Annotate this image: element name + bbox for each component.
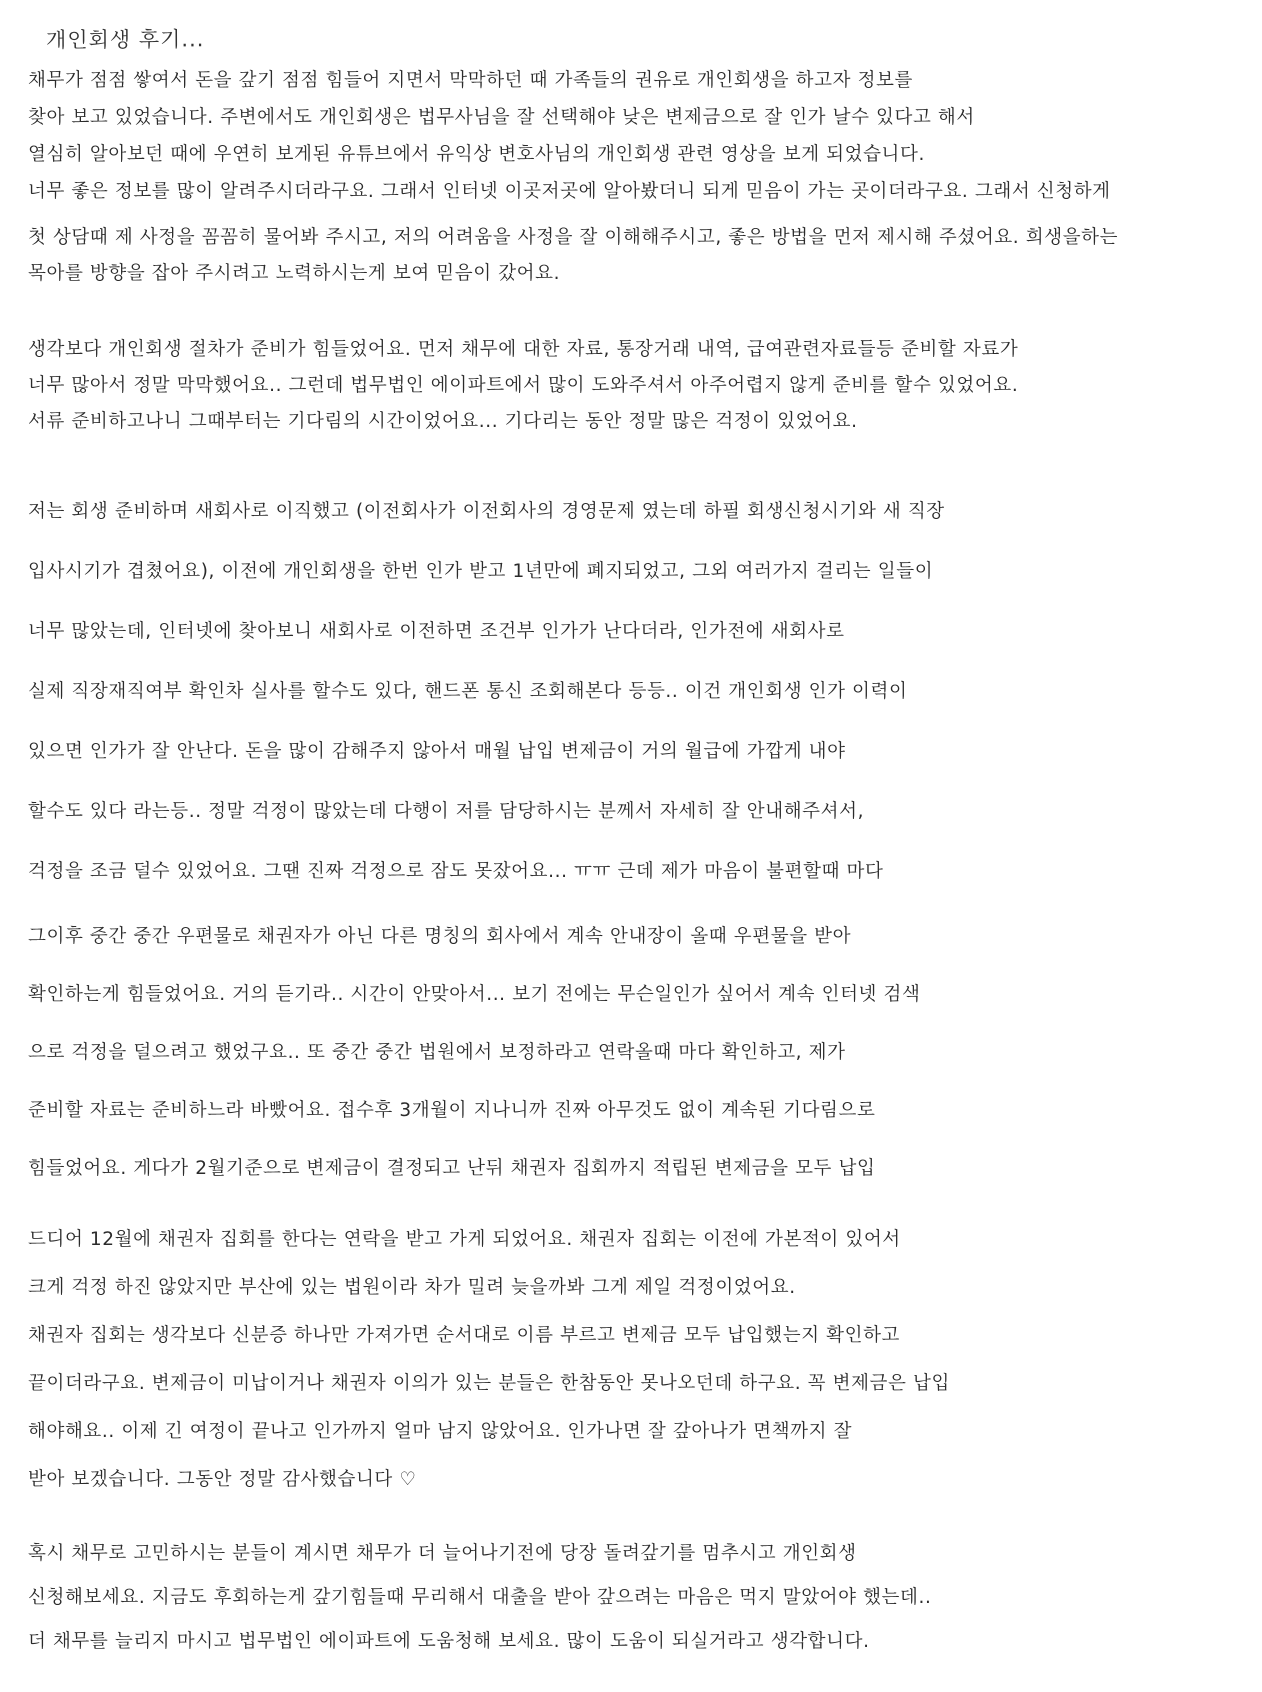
letter-paragraph-2: 첫 상담때 제 사정을 꼼꼼히 물어봐 주시고, 저의 어려움을 사정을 잘 이해해주시고, 좋은 방법을 먼저 제시해 주셨어요. 희생을하는 목아를 방향을 잡아 주시려고 노력하시는게 보여 믿음이 갔어요. [28,227,1119,284]
letter-title: 개인회생 후기... [45,27,205,53]
letter-paragraph-5: 그이후 중간 중간 우편물로 채권자가 아닌 다른 명칭의 회사에서 계속 안내장이 올때 우편물을 받아 확인하는게 힘들었어요. 거의 듣기라.. 시간이 안맞아서... 보기 전에는 무슨일인가 싶어서 계속 인터넷 검색 으로 걱정을 덜으려고 했었구요.. 또 중간 중간 법원에서 보정하라고 연락올때 마다 확인하고, 제가 준비할 자료는 준비하느라 바빴어요. 접수후 3개월이 지나니까 진짜 아무것도 없이 계속된 기다림으로 힘들었어요. 게다가 2월기준으로 변제금이 결정되고 난뒤 채권자 집회까지 적립된 변제금을 모두 납입 [28,926,921,1179]
letter-paragraph-1: 채무가 점점 쌓여서 돈을 갚기 점점 힘들어 지면서 막막하던 때 가족들의 권유로 개인회생을 하고자 정보를 찾아 보고 있었습니다. 주변에서도 개인회생은 법무사님을 잘 선택해야 낮은 변제금으로 잘 인가 날수 있다고 해서 열심히 알아보던 때에 우연히 보게된 유튜브에서 유익상 변호사님의 개인회생 관련 영상을 보게 되었습니다. 너무 좋은 정보를 많이 알려주시더라구요. 그래서 인터넷 이곳저곳에 알아봤더니 되게 믿음이 가는 곳이더라구요. 그래서 신청하게 [28,70,1111,202]
letter-paragraph-6: 드디어 12월에 채권자 집회를 한다는 연락을 받고 가게 되었어요. 채권자 집회는 이전에 가본적이 있어서 크게 걱정 하진 않았지만 부산에 있는 법원이라 차가 밀려 늦을까봐 그게 제일 걱정이었어요. 채권자 집회는 생각보다 신분증 하나만 가져가면 순서대로 이름 부르고 변제금 모두 납입했는지 확인하고 끝이더라구요. 변제금이 미납이거나 채권자 이의가 있는 분들은 한참동안 못나오던데 하구요. 꼭 변제금은 납입 해야해요.. 이제 긴 여정이 끝나고 인가까지 얼마 남지 않았어요. 인가나면 잘 갚아나가 면책까지 잘 받아 보겠습니다. 그동안 정말 감사했습니다 ♡ [28,1229,950,1490]
letter-paragraph-4: 저는 회생 준비하며 새회사로 이직했고 (이전회사가 이전회사의 경영문제 였는데 하필 회생신청시기와 새 직장 입사시기가 겹쳤어요), 이전에 개인회생을 한번 인가 받고 1년만에 폐지되었고, 그외 여러가지 걸리는 일들이 너무 많았는데, 인터넷에 찾아보니 새회사로 이전하면 조건부 인가가 난다더라, 인가전에 새회사로 실제 직장재직여부 확인차 실사를 할수도 있다, 핸드폰 통신 조회해본다 등등.. 이건 개인회생 인가 이력이 있으면 인가가 잘 안난다. 돈을 많이 감해주지 않아서 매월 납입 변제금이 거의 월급에 가깝게 내야 할수도 있다 라는등.. 정말 걱정이 많았는데 다행이 저를 담당하시는 분께서 자세히 잘 안내해주셔서, 걱정을 조금 덜수 있었어요. 그땐 진짜 걱정으로 잠도 못잤어요... ㅠㅠ 근데 제가 마음이 불편할때 마다 [28,501,945,882]
letter-paragraph-3: 생각보다 개인회생 절차가 준비가 힘들었어요. 먼저 채무에 대한 자료, 통장거래 내역, 급여관련자료들등 준비할 자료가 너무 많아서 정말 막막했어요.. 그런데 법무법인 에이파트에서 많이 도와주셔서 아주어렵지 않게 준비를 할수 있었어요. 서류 준비하고나니 그때부터는 기다림의 시간이었어요... 기다리는 동안 정말 많은 걱정이 있었어요. [28,339,1019,432]
letter-paragraph-7: 혹시 채무로 고민하시는 분들이 계시면 채무가 더 늘어나기전에 당장 돌려갚기를 멈추시고 개인회생 신청해보세요. 지금도 후회하는게 갚기힘들때 무리해서 대출을 받아 갚으려는 마음은 먹지 말았어야 했는데.. 더 채무를 늘리지 마시고 법무법인 에이파트에 도움청해 보세요. 많이 도움이 되실거라고 생각합니다. [28,1543,932,1652]
